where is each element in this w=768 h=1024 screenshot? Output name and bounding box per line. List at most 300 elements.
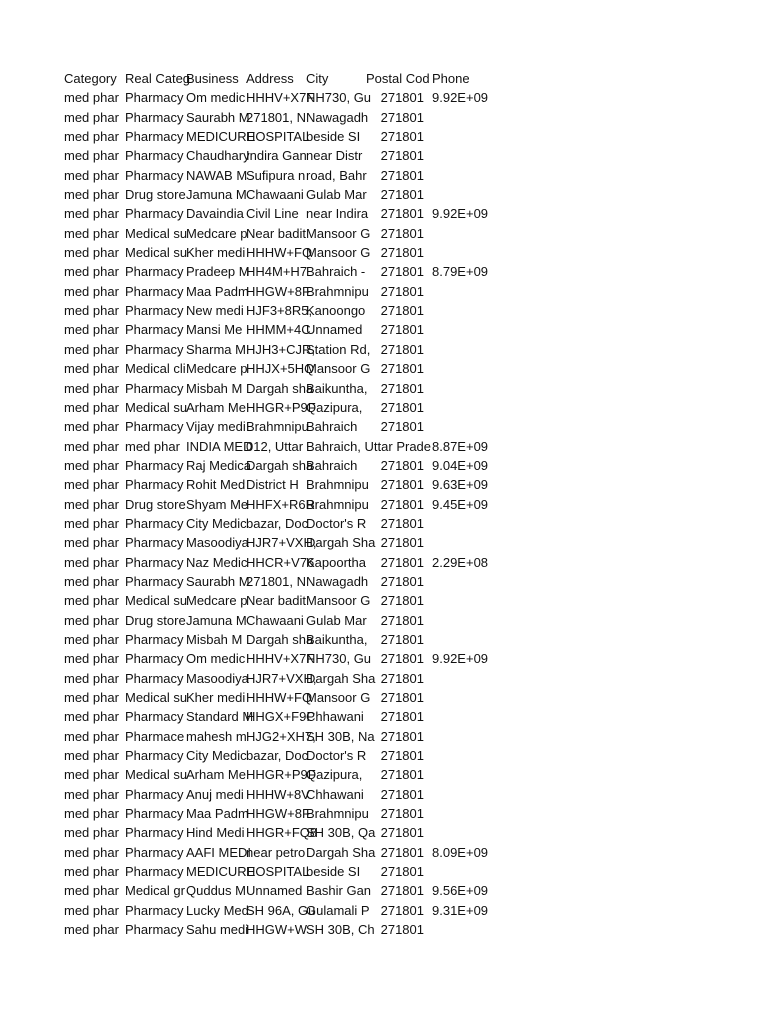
category-cell[interactable]: med phar bbox=[64, 457, 119, 473]
header-cell-postal-code[interactable]: Postal Cod bbox=[366, 71, 430, 86]
category-cell[interactable]: med phar bbox=[64, 631, 119, 647]
address-cell[interactable]: 012, Uttar bbox=[246, 438, 304, 454]
real-category-cell[interactable]: Pharmacy bbox=[125, 922, 184, 938]
address-cell[interactable]: bazar, Doc bbox=[246, 515, 309, 531]
business-cell[interactable]: Jamuna M bbox=[186, 612, 247, 628]
business-cell[interactable]: City Medic bbox=[186, 748, 247, 764]
business-cell[interactable]: Kher medi bbox=[186, 690, 246, 705]
city-cell[interactable]: Doctor's R bbox=[306, 748, 367, 764]
real-category-cell[interactable]: Pharmacy bbox=[125, 341, 184, 357]
category-cell[interactable]: med phar bbox=[64, 573, 119, 589]
category-cell[interactable]: med phar bbox=[64, 419, 119, 435]
address-cell[interactable]: Sufipura n bbox=[246, 167, 306, 183]
city-cell[interactable]: Gulab Mar bbox=[306, 612, 367, 628]
business-cell[interactable]: Shyam Me bbox=[186, 496, 249, 512]
city-cell[interactable]: SH 30B, Na bbox=[306, 728, 375, 744]
phone-cell[interactable] bbox=[432, 282, 512, 301]
category-cell[interactable]: med phar bbox=[64, 341, 119, 357]
category-cell[interactable]: med phar bbox=[64, 786, 119, 802]
real-category-cell[interactable]: Pharmacy bbox=[125, 380, 184, 396]
address-cell[interactable]: Civil Line bbox=[246, 206, 299, 222]
real-category-cell[interactable]: Medical su bbox=[125, 245, 188, 261]
business-cell[interactable]: Jamuna M bbox=[186, 187, 247, 203]
real-category-cell[interactable]: Drug store bbox=[125, 612, 186, 628]
postal-code-cell[interactable]: 271801 bbox=[380, 109, 424, 125]
category-cell[interactable]: med phar bbox=[64, 477, 119, 493]
phone-cell[interactable] bbox=[432, 127, 512, 146]
address-cell[interactable]: HOSPITAL bbox=[246, 129, 310, 145]
category-cell[interactable]: med phar bbox=[64, 245, 119, 261]
postal-code-cell[interactable]: 271801 bbox=[380, 883, 424, 899]
real-category-cell[interactable]: Pharmacy bbox=[125, 535, 184, 551]
city-cell[interactable]: Mansoor G bbox=[306, 361, 371, 377]
real-category-cell[interactable]: Medical su bbox=[125, 767, 188, 783]
address-cell[interactable]: HHHW+8V bbox=[246, 786, 310, 802]
business-cell[interactable]: Chaudhary bbox=[186, 148, 250, 164]
postal-code-cell[interactable]: 271801 bbox=[380, 786, 424, 802]
real-category-cell[interactable]: Pharmacy bbox=[125, 419, 184, 435]
category-cell[interactable]: med phar bbox=[64, 283, 119, 299]
header-cell-phone[interactable]: Phone bbox=[432, 71, 470, 86]
address-cell[interactable]: HHHW+FQ bbox=[246, 245, 313, 261]
business-cell[interactable]: Arham Me bbox=[186, 767, 246, 783]
business-cell[interactable]: Sahu medi bbox=[186, 922, 249, 938]
postal-code-cell[interactable]: 271801 bbox=[380, 90, 424, 106]
postal-code-cell[interactable]: 271801 bbox=[380, 361, 424, 377]
category-cell[interactable]: med phar bbox=[64, 612, 119, 628]
real-category-cell[interactable]: Pharmacy bbox=[125, 322, 184, 338]
city-cell[interactable]: Dargah Sha bbox=[306, 535, 376, 551]
phone-cell[interactable] bbox=[432, 340, 512, 359]
business-cell[interactable]: Raj Medica bbox=[186, 457, 252, 473]
phone-cell[interactable] bbox=[432, 862, 512, 881]
business-cell[interactable]: Misbah M bbox=[186, 380, 243, 396]
business-cell[interactable]: New medi bbox=[186, 303, 244, 319]
category-cell[interactable]: med phar bbox=[64, 438, 119, 454]
header-cell-business[interactable]: Business bbox=[186, 71, 239, 86]
city-cell[interactable]: Bahraich bbox=[306, 419, 358, 435]
category-cell[interactable]: med phar bbox=[64, 496, 119, 512]
business-cell[interactable]: Quddus M bbox=[186, 883, 246, 899]
category-cell[interactable]: med phar bbox=[64, 922, 119, 938]
postal-code-cell[interactable]: 271801 bbox=[380, 419, 424, 435]
city-cell[interactable]: Dargah Sha bbox=[306, 670, 376, 686]
category-cell[interactable]: med phar bbox=[64, 129, 119, 145]
real-category-cell[interactable]: Pharmacy bbox=[125, 303, 184, 319]
business-cell[interactable]: Pradeep M bbox=[186, 264, 250, 280]
phone-cell[interactable] bbox=[432, 688, 512, 707]
postal-code-cell[interactable]: 271801 bbox=[380, 225, 424, 241]
address-cell[interactable]: HHGW+W bbox=[246, 922, 308, 938]
phone-cell[interactable]: 9.63E+09 bbox=[432, 477, 489, 493]
category-cell[interactable]: med phar bbox=[64, 844, 119, 860]
address-cell[interactable]: Near badit bbox=[246, 225, 306, 241]
city-cell[interactable]: Kapoortha bbox=[306, 554, 366, 570]
category-cell[interactable]: med phar bbox=[64, 554, 119, 570]
category-cell[interactable]: med phar bbox=[64, 380, 119, 396]
postal-code-cell[interactable]: 271801 bbox=[380, 187, 424, 203]
real-category-cell[interactable]: Pharmacy bbox=[125, 129, 184, 145]
category-cell[interactable]: med phar bbox=[64, 651, 119, 667]
category-cell[interactable]: med phar bbox=[64, 883, 119, 899]
business-cell[interactable]: mahesh m bbox=[186, 728, 247, 744]
postal-code-cell[interactable]: 271801 bbox=[380, 477, 424, 493]
city-cell[interactable]: Mansoor G bbox=[306, 593, 371, 609]
address-cell[interactable]: Unnamed bbox=[246, 883, 303, 899]
phone-cell[interactable] bbox=[432, 920, 512, 939]
business-cell[interactable]: Hind Medi bbox=[186, 825, 245, 841]
business-cell[interactable]: City Medic bbox=[186, 515, 247, 531]
business-cell[interactable]: Lucky Med bbox=[186, 902, 249, 918]
city-cell[interactable]: Mansoor G bbox=[306, 690, 371, 705]
real-category-cell[interactable]: Pharmacy bbox=[125, 670, 184, 686]
address-cell[interactable]: HHFX+R6R bbox=[246, 496, 315, 512]
postal-code-cell[interactable]: 271801 bbox=[380, 844, 424, 860]
phone-cell[interactable]: 9.92E+09 bbox=[432, 651, 489, 667]
city-cell[interactable]: Baikuntha, bbox=[306, 631, 368, 647]
city-cell[interactable]: Brahmnipu bbox=[306, 283, 369, 299]
phone-cell[interactable] bbox=[432, 398, 512, 417]
business-cell[interactable]: Rohit Med bbox=[186, 477, 246, 493]
category-cell[interactable]: med phar bbox=[64, 303, 119, 319]
postal-code-cell[interactable]: 271801 bbox=[380, 631, 424, 647]
city-cell[interactable]: beside SI bbox=[306, 129, 361, 145]
postal-code-cell[interactable]: 271801 bbox=[380, 748, 424, 764]
category-cell[interactable]: med phar bbox=[64, 767, 119, 783]
real-category-cell[interactable]: Pharmacy bbox=[125, 573, 184, 589]
phone-cell[interactable] bbox=[432, 359, 512, 378]
business-cell[interactable]: Naz Medic bbox=[186, 554, 248, 570]
business-cell[interactable]: Saurabh M bbox=[186, 109, 250, 125]
phone-cell[interactable]: 9.92E+09 bbox=[432, 90, 489, 106]
postal-code-cell[interactable]: 271801 bbox=[380, 728, 424, 744]
city-cell[interactable]: near Indira bbox=[306, 206, 369, 222]
phone-cell[interactable]: 9.31E+09 bbox=[432, 902, 489, 918]
postal-code-cell[interactable]: 271801 bbox=[380, 206, 424, 222]
address-cell[interactable]: Indira Gan bbox=[246, 148, 307, 164]
real-category-cell[interactable]: med phar bbox=[125, 438, 180, 454]
postal-code-cell[interactable]: 271801 bbox=[380, 554, 424, 570]
postal-code-cell[interactable]: 271801 bbox=[380, 380, 424, 396]
city-cell[interactable]: Mansoor G bbox=[306, 225, 371, 241]
business-cell[interactable]: Saurabh M bbox=[186, 573, 250, 589]
phone-cell[interactable] bbox=[432, 379, 512, 398]
address-cell[interactable]: HHHV+X7F bbox=[246, 90, 315, 106]
address-cell[interactable]: Chawaani bbox=[246, 187, 304, 203]
city-cell[interactable]: Nawagadh bbox=[306, 573, 369, 589]
phone-cell[interactable] bbox=[432, 417, 512, 436]
address-cell[interactable]: HHCR+V76 bbox=[246, 554, 315, 570]
postal-code-cell[interactable]: 271801 bbox=[380, 690, 424, 705]
real-category-cell[interactable]: Pharmacy bbox=[125, 167, 184, 183]
real-category-cell[interactable]: Pharmacy bbox=[125, 554, 184, 570]
postal-code-cell[interactable]: 271801 bbox=[380, 148, 424, 164]
header-cell-real-category[interactable]: Real Categ bbox=[125, 71, 191, 86]
address-cell[interactable]: 271801, N bbox=[246, 109, 306, 125]
address-cell[interactable]: Dargah sha bbox=[246, 631, 314, 647]
city-cell[interactable]: Brahmnipu bbox=[306, 477, 369, 493]
city-cell[interactable]: Brahmnipu bbox=[306, 496, 369, 512]
real-category-cell[interactable]: Pharmacy bbox=[125, 109, 184, 125]
business-cell[interactable]: Kher medi bbox=[186, 245, 246, 261]
business-cell[interactable]: AAFI MEDI bbox=[186, 844, 252, 860]
business-cell[interactable]: Medcare p bbox=[186, 593, 248, 609]
city-cell[interactable]: Bahraich - bbox=[306, 264, 366, 280]
category-cell[interactable]: med phar bbox=[64, 515, 119, 531]
phone-cell[interactable]: 9.45E+09 bbox=[432, 496, 489, 512]
postal-code-cell[interactable]: 271801 bbox=[380, 573, 424, 589]
postal-code-cell[interactable]: 271801 bbox=[380, 457, 424, 473]
postal-code-cell[interactable]: 271801 bbox=[380, 515, 424, 531]
category-cell[interactable]: med phar bbox=[64, 535, 119, 551]
phone-cell[interactable] bbox=[432, 611, 512, 630]
address-cell[interactable]: District H bbox=[246, 477, 299, 493]
business-cell[interactable]: Medcare p bbox=[186, 361, 248, 377]
phone-cell[interactable] bbox=[432, 707, 512, 726]
city-cell[interactable]: Bahraich bbox=[306, 457, 358, 473]
real-category-cell[interactable]: Pharmacy bbox=[125, 902, 184, 918]
city-cell[interactable]: Qazipura, bbox=[306, 399, 363, 415]
business-cell[interactable]: Maa Padm bbox=[186, 283, 249, 299]
postal-code-cell[interactable]: 271801 bbox=[380, 496, 424, 512]
real-category-cell[interactable]: Medical su bbox=[125, 399, 188, 415]
phone-cell[interactable]: 8.09E+09 bbox=[432, 844, 489, 860]
category-cell[interactable]: med phar bbox=[64, 748, 119, 764]
postal-code-cell[interactable]: 271801 bbox=[380, 283, 424, 299]
city-cell[interactable]: Bahraich, Uttar Prade bbox=[306, 438, 432, 454]
city-cell[interactable]: NH730, Gu bbox=[306, 90, 372, 106]
postal-code-cell[interactable]: 271801 bbox=[380, 670, 424, 686]
business-cell[interactable]: MEDICURE bbox=[186, 129, 256, 145]
address-cell[interactable]: HHMM+4C bbox=[246, 322, 311, 338]
phone-cell[interactable] bbox=[432, 514, 512, 533]
address-cell[interactable]: bazar, Doc bbox=[246, 748, 309, 764]
city-cell[interactable]: NH730, Gu bbox=[306, 651, 372, 667]
category-cell[interactable]: med phar bbox=[64, 709, 119, 725]
phone-cell[interactable] bbox=[432, 785, 512, 804]
phone-cell[interactable] bbox=[432, 669, 512, 688]
business-cell[interactable]: Medcare p bbox=[186, 225, 248, 241]
address-cell[interactable]: HJR7+VXH, bbox=[246, 670, 317, 686]
business-cell[interactable]: Masoodiya bbox=[186, 670, 249, 686]
city-cell[interactable]: Kanoongo bbox=[306, 303, 366, 319]
phone-cell[interactable] bbox=[432, 804, 512, 823]
city-cell[interactable]: road, Bahr bbox=[306, 167, 367, 183]
real-category-cell[interactable]: Pharmacy bbox=[125, 264, 184, 280]
phone-cell[interactable] bbox=[432, 572, 512, 591]
address-cell[interactable]: 271801, N bbox=[246, 573, 306, 589]
city-cell[interactable]: Station Rd, bbox=[306, 341, 371, 357]
category-cell[interactable]: med phar bbox=[64, 225, 119, 241]
business-cell[interactable]: Standard M bbox=[186, 709, 254, 725]
address-cell[interactable]: HH4M+H7 bbox=[246, 264, 308, 280]
postal-code-cell[interactable]: 271801 bbox=[380, 612, 424, 628]
business-cell[interactable]: Misbah M bbox=[186, 631, 243, 647]
address-cell[interactable]: near petro bbox=[246, 844, 306, 860]
header-cell-address[interactable]: Address bbox=[246, 71, 294, 86]
city-cell[interactable]: Doctor's R bbox=[306, 515, 367, 531]
header-cell-category[interactable]: Category bbox=[64, 71, 117, 86]
business-cell[interactable]: Mansi Me bbox=[186, 322, 243, 338]
business-cell[interactable]: Vijay medi bbox=[186, 419, 246, 435]
phone-cell[interactable] bbox=[432, 224, 512, 243]
address-cell[interactable]: HOSPITAL bbox=[246, 864, 310, 880]
postal-code-cell[interactable]: 271801 bbox=[380, 593, 424, 609]
real-category-cell[interactable]: Medical su bbox=[125, 225, 188, 241]
category-cell[interactable]: med phar bbox=[64, 670, 119, 686]
address-cell[interactable]: HJH3+CJR, bbox=[246, 341, 315, 357]
postal-code-cell[interactable]: 271801 bbox=[380, 864, 424, 880]
real-category-cell[interactable]: Pharmacy bbox=[125, 515, 184, 531]
phone-cell[interactable] bbox=[432, 533, 512, 552]
category-cell[interactable]: med phar bbox=[64, 90, 119, 106]
city-cell[interactable]: Chhawani bbox=[306, 709, 364, 725]
real-category-cell[interactable]: Pharmacy bbox=[125, 844, 184, 860]
city-cell[interactable]: Unnamed bbox=[306, 322, 363, 338]
phone-cell[interactable]: 9.56E+09 bbox=[432, 883, 489, 899]
city-cell[interactable]: near Distr bbox=[306, 148, 363, 164]
phone-cell[interactable]: 9.04E+09 bbox=[432, 457, 489, 473]
real-category-cell[interactable]: Pharmacy bbox=[125, 806, 184, 822]
postal-code-cell[interactable]: 271801 bbox=[380, 264, 424, 280]
real-category-cell[interactable]: Pharmacy bbox=[125, 748, 184, 764]
business-cell[interactable]: NAWAB M bbox=[186, 167, 248, 183]
business-cell[interactable]: Om medic bbox=[186, 651, 246, 667]
phone-cell[interactable] bbox=[432, 146, 512, 165]
real-category-cell[interactable]: Pharmacy bbox=[125, 825, 184, 841]
category-cell[interactable]: med phar bbox=[64, 322, 119, 338]
address-cell[interactable]: Near badit bbox=[246, 593, 306, 609]
city-cell[interactable]: Gulab Mar bbox=[306, 187, 367, 203]
postal-code-cell[interactable]: 271801 bbox=[380, 167, 424, 183]
real-category-cell[interactable]: Medical su bbox=[125, 690, 188, 705]
postal-code-cell[interactable]: 271801 bbox=[380, 303, 424, 319]
real-category-cell[interactable]: Medical gr bbox=[125, 883, 185, 899]
phone-cell[interactable] bbox=[432, 727, 512, 746]
category-cell[interactable]: med phar bbox=[64, 806, 119, 822]
real-category-cell[interactable]: Drug store bbox=[125, 496, 186, 512]
real-category-cell[interactable]: Pharmacy bbox=[125, 631, 184, 647]
city-cell[interactable]: Nawagadh bbox=[306, 109, 369, 125]
phone-cell[interactable]: 8.87E+09 bbox=[432, 438, 489, 454]
address-cell[interactable]: Brahmnipu bbox=[246, 419, 309, 435]
category-cell[interactable]: med phar bbox=[64, 864, 119, 880]
business-cell[interactable]: INDIA MED bbox=[186, 438, 253, 454]
address-cell[interactable]: Dargah sha bbox=[246, 457, 314, 473]
postal-code-cell[interactable]: 271801 bbox=[380, 322, 424, 338]
real-category-cell[interactable]: Medical cli bbox=[125, 361, 186, 377]
business-cell[interactable]: Om medic bbox=[186, 90, 246, 106]
city-cell[interactable]: Gulamali P bbox=[306, 902, 370, 918]
phone-cell[interactable] bbox=[432, 765, 512, 784]
real-category-cell[interactable]: Pharmacy bbox=[125, 864, 184, 880]
phone-cell[interactable] bbox=[432, 108, 512, 127]
business-cell[interactable]: Maa Padm bbox=[186, 806, 249, 822]
phone-cell[interactable] bbox=[432, 301, 512, 320]
category-cell[interactable]: med phar bbox=[64, 167, 119, 183]
category-cell[interactable]: med phar bbox=[64, 148, 119, 164]
business-cell[interactable]: MEDICURE bbox=[186, 864, 256, 880]
real-category-cell[interactable]: Medical su bbox=[125, 593, 188, 609]
city-cell[interactable]: SH 30B, Ch bbox=[306, 922, 375, 938]
postal-code-cell[interactable]: 271801 bbox=[380, 399, 424, 415]
address-cell[interactable]: HHHV+X7F bbox=[246, 651, 315, 667]
phone-cell[interactable] bbox=[432, 591, 512, 610]
address-cell[interactable]: HJR7+VXH, bbox=[246, 535, 317, 551]
phone-cell[interactable] bbox=[432, 185, 512, 204]
postal-code-cell[interactable]: 271801 bbox=[380, 806, 424, 822]
real-category-cell[interactable]: Drug store bbox=[125, 187, 186, 203]
address-cell[interactable]: HHGR+P9F bbox=[246, 767, 316, 783]
address-cell[interactable]: SH 96A, Gu bbox=[246, 902, 316, 918]
address-cell[interactable]: HHGW+8F bbox=[246, 283, 310, 299]
address-cell[interactable]: HHJX+5HQ bbox=[246, 361, 315, 377]
address-cell[interactable]: HJG2+XH7, bbox=[246, 728, 316, 744]
city-cell[interactable]: Chhawani bbox=[306, 786, 364, 802]
postal-code-cell[interactable]: 271801 bbox=[380, 825, 424, 841]
category-cell[interactable]: med phar bbox=[64, 728, 119, 744]
postal-code-cell[interactable]: 271801 bbox=[380, 245, 424, 261]
city-cell[interactable]: Dargah Sha bbox=[306, 844, 376, 860]
phone-cell[interactable] bbox=[432, 243, 512, 262]
category-cell[interactable]: med phar bbox=[64, 690, 119, 705]
postal-code-cell[interactable]: 271801 bbox=[380, 535, 424, 551]
category-cell[interactable]: med phar bbox=[64, 361, 119, 377]
category-cell[interactable]: med phar bbox=[64, 902, 119, 918]
city-cell[interactable]: Qazipura, bbox=[306, 767, 363, 783]
address-cell[interactable]: HHGX+F9P bbox=[246, 709, 315, 725]
city-cell[interactable]: Bashir Gan bbox=[306, 883, 372, 899]
real-category-cell[interactable]: Pharmacy bbox=[125, 148, 184, 164]
business-cell[interactable]: Sharma M bbox=[186, 341, 246, 357]
city-cell[interactable]: Brahmnipu bbox=[306, 806, 369, 822]
phone-cell[interactable]: 8.79E+09 bbox=[432, 264, 489, 280]
category-cell[interactable]: med phar bbox=[64, 206, 119, 222]
real-category-cell[interactable]: Pharmace bbox=[125, 728, 185, 744]
city-cell[interactable]: Baikuntha, bbox=[306, 380, 368, 396]
phone-cell[interactable] bbox=[432, 823, 512, 842]
postal-code-cell[interactable]: 271801 bbox=[380, 709, 424, 725]
postal-code-cell[interactable]: 271801 bbox=[380, 767, 424, 783]
address-cell[interactable]: Chawaani bbox=[246, 612, 304, 628]
postal-code-cell[interactable]: 271801 bbox=[380, 902, 424, 918]
address-cell[interactable]: HJF3+8R5, bbox=[246, 303, 313, 319]
city-cell[interactable]: beside SI bbox=[306, 864, 361, 880]
business-cell[interactable]: Davaindia bbox=[186, 206, 244, 222]
category-cell[interactable]: med phar bbox=[64, 264, 119, 280]
address-cell[interactable]: Dargah sha bbox=[246, 380, 314, 396]
category-cell[interactable]: med phar bbox=[64, 399, 119, 415]
address-cell[interactable]: HHHW+FQ bbox=[246, 690, 313, 705]
real-category-cell[interactable]: Pharmacy bbox=[125, 206, 184, 222]
city-cell[interactable]: Mansoor G bbox=[306, 245, 371, 261]
postal-code-cell[interactable]: 271801 bbox=[380, 651, 424, 667]
address-cell[interactable]: HHGR+P9F bbox=[246, 399, 316, 415]
real-category-cell[interactable]: Pharmacy bbox=[125, 457, 184, 473]
postal-code-cell[interactable]: 271801 bbox=[380, 341, 424, 357]
address-cell[interactable]: HHGW+8F bbox=[246, 806, 310, 822]
phone-cell[interactable] bbox=[432, 166, 512, 185]
category-cell[interactable]: med phar bbox=[64, 825, 119, 841]
phone-cell[interactable] bbox=[432, 746, 512, 765]
postal-code-cell[interactable]: 271801 bbox=[380, 922, 424, 938]
real-category-cell[interactable]: Pharmacy bbox=[125, 786, 184, 802]
real-category-cell[interactable]: Pharmacy bbox=[125, 283, 184, 299]
phone-cell[interactable] bbox=[432, 630, 512, 649]
header-cell-city[interactable]: City bbox=[306, 71, 329, 86]
phone-cell[interactable]: 9.92E+09 bbox=[432, 206, 489, 222]
real-category-cell[interactable]: Pharmacy bbox=[125, 90, 184, 106]
